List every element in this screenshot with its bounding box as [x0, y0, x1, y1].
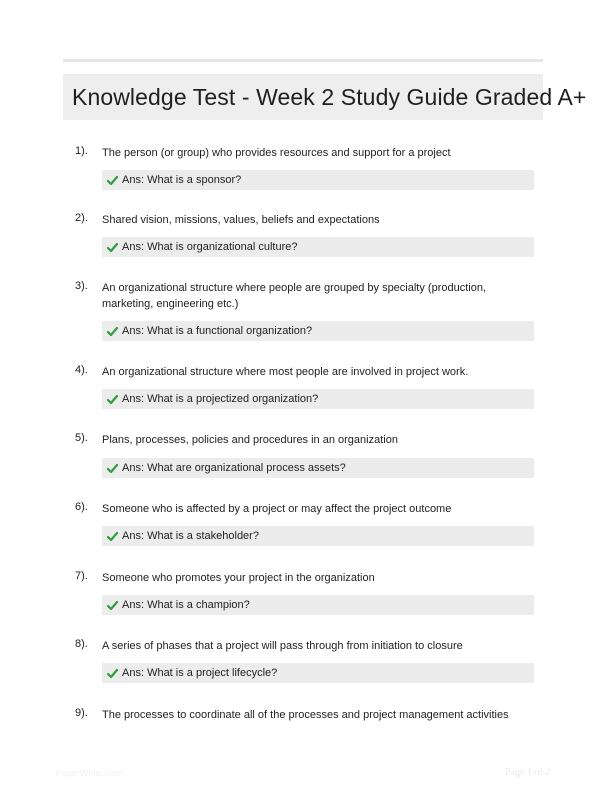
answer-box	[102, 526, 534, 546]
question-number: 1).	[75, 145, 88, 157]
question-text: Someone who is affected by a project or may affect the project outcome	[102, 503, 452, 515]
title-banner	[63, 74, 587, 120]
checkmark-icon	[107, 175, 118, 186]
checkmark-icon	[107, 531, 118, 542]
question-number: 9).	[75, 707, 88, 719]
question-number: 5).	[75, 432, 88, 444]
question-text: An organizational structure where people are grouped by specialty (production, marketing, engineering etc.)	[102, 282, 487, 310]
checkmark-icon	[107, 326, 118, 337]
checkmark-icon	[107, 668, 118, 679]
checkmark-icon	[107, 600, 118, 611]
page-title: Knowledge Test - Week 2 Study Guide Graded A+	[72, 83, 587, 110]
question-text: The person (or group) who provides resources and support for a project	[102, 147, 451, 159]
question-text: Shared vision, missions, values, beliefs and expectations	[102, 214, 380, 226]
question-number: 8).	[75, 638, 88, 650]
footer-watermark: PaperWhite.com	[56, 768, 123, 778]
answer-text: Ans: What is a functional organization?	[122, 325, 313, 337]
question-number: 3).	[75, 280, 88, 292]
question-number: 6).	[75, 501, 88, 513]
answer-text: Ans: What is a projectized organization?	[122, 393, 319, 405]
checkmark-icon	[107, 242, 118, 253]
answer-text: Ans: What is organizational culture?	[122, 241, 298, 253]
answer-text: Ans: What is a project lifecycle?	[122, 667, 278, 679]
checkmark-icon	[107, 394, 118, 405]
page-number: Page 1 of 2	[505, 767, 551, 778]
answer-box	[102, 389, 534, 409]
top-divider	[63, 59, 543, 62]
answer-box	[102, 595, 534, 615]
answer-box	[102, 321, 534, 341]
answer-text: Ans: What is a champion?	[122, 599, 250, 611]
question-text: The processes to coordinate all of the processes and project management activities	[102, 709, 509, 721]
question-text: A series of phases that a project will pass through from initiation to closure	[102, 640, 463, 652]
checkmark-icon	[107, 463, 118, 474]
question-text: Plans, processes, policies and procedures in an organization	[102, 434, 398, 446]
question-text: An organizational structure where most people are involved in project work.	[102, 366, 469, 378]
answer-box	[102, 170, 534, 190]
answer-box	[102, 237, 534, 257]
answer-text: Ans: What is a sponsor?	[122, 174, 242, 186]
question-number: 7).	[75, 570, 88, 582]
answer-text: Ans: What is a stakeholder?	[122, 530, 259, 542]
answer-box	[102, 458, 534, 478]
question-text: Someone who promotes your project in the organization	[102, 572, 375, 584]
answer-text: Ans: What are organizational process assets?	[122, 462, 346, 474]
question-number: 4).	[75, 364, 88, 376]
answer-box	[102, 663, 534, 683]
question-number: 2).	[75, 212, 88, 224]
